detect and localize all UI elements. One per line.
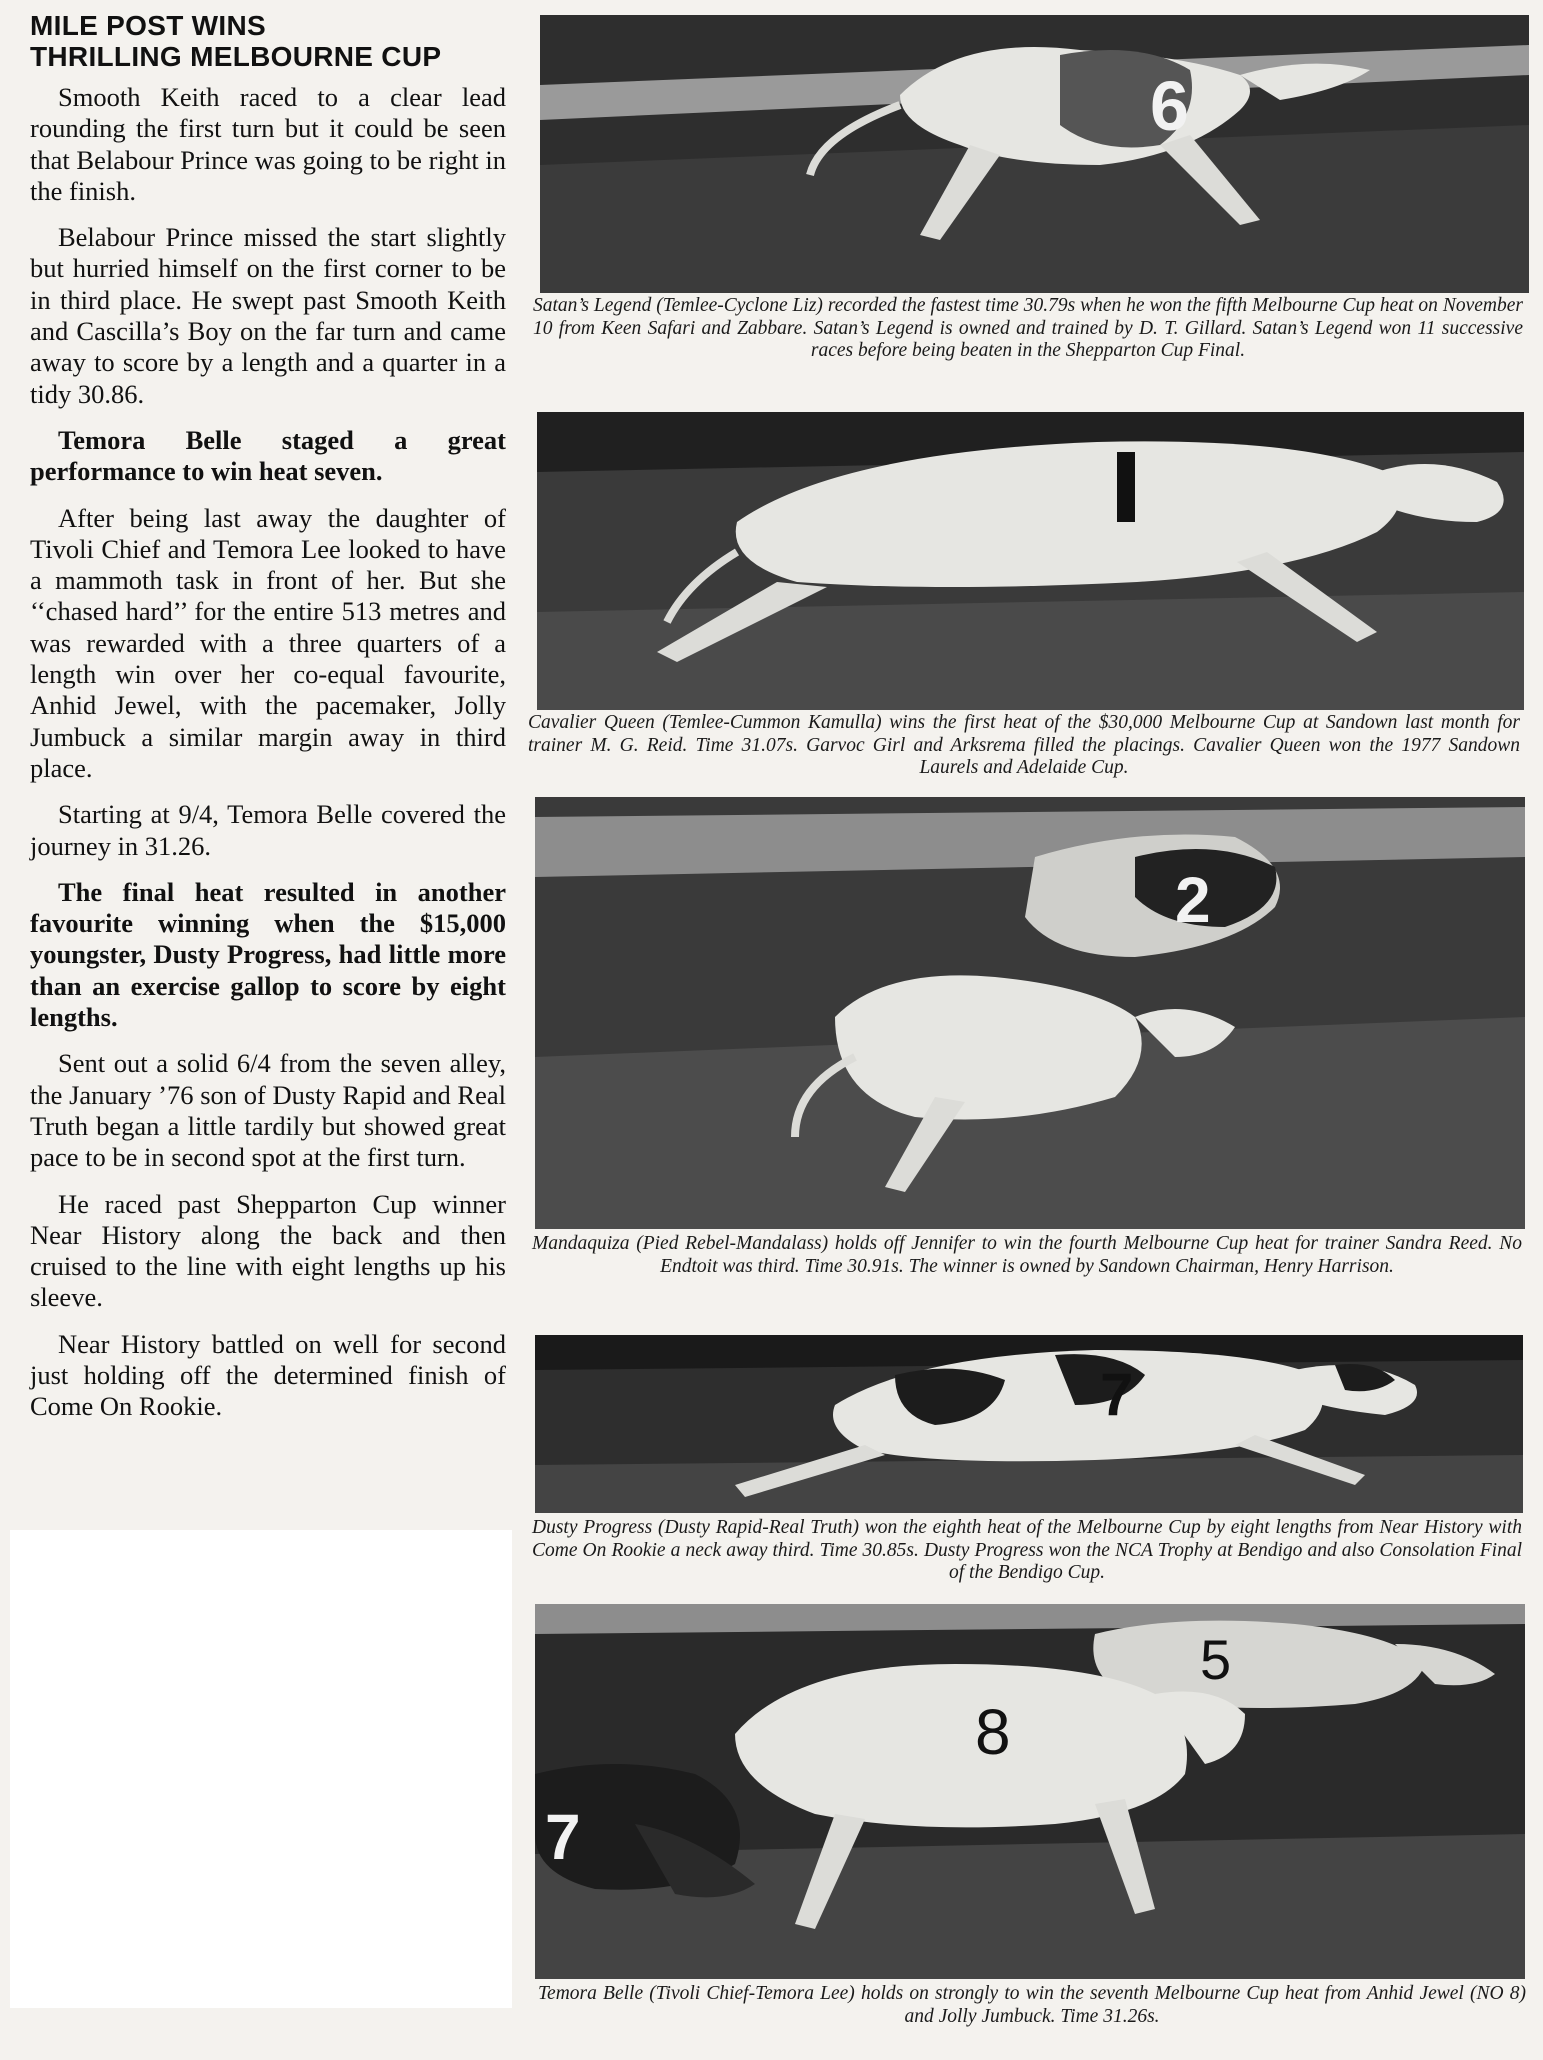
article-headline: [30, 10, 506, 72]
article-subhead: Temora Belle staged a great performance to win heat seven.: [30, 424, 506, 487]
headline-line-1: MILE POST WINS: [30, 10, 266, 41]
photo-caption: Satan’s Legend (Temlee-Cyclone Liz) recorded the fastest time 30.79s when he won the fifth Melbourne Cup heat on November 10 from Keen Safari and Zabbare. Satan’s Legend is owned and trained by D. T. Gillard. Satan’s Legend won 11 successive races before being beaten in the Shepparton Cup Final.: [533, 295, 1523, 361]
photo-caption: Cavalier Queen (Temlee-Cummon Kamulla) wins the first heat of the $30,000 Melbourne Cup at Sandown last month for trainer M. G. Reid. Time 31.07s. Garvoc Girl and Arksrema filled the placings. Cavalier Queen won the 1977 Sandown Laurels and Adelaide Cup.: [528, 712, 1520, 778]
article-column: [30, 10, 506, 1438]
greyhound-photo: [540, 15, 1529, 293]
photo-dusty-progress: [535, 1335, 1523, 1513]
photo-caption: Mandaquiza (Pied Rebel-Mandalass) holds off Jennifer to win the fourth Melbourne Cup heat for trainer Sandra Reed. No Endtoit was third. Time 30.91s. The winner is owned by Sandown Chairman, Henry Harrison.: [532, 1233, 1522, 1277]
blank-area: [10, 1530, 512, 2008]
photo-caption: Dusty Progress (Dusty Rapid-Real Truth) won the eighth heat of the Melbourne Cup by eight lengths from Near History with Come On Rookie a neck away third. Time 30.85s. Dusty Progress won the NCA Trophy at Bendigo and also Consolation Final of the Bendigo Cup.: [532, 1517, 1522, 1583]
headline-line-2: THRILLING MELBOURNE CUP: [30, 41, 442, 72]
photo-satans-legend: [540, 15, 1529, 293]
photo-caption: Temora Belle (Tivoli Chief-Temora Lee) holds on strongly to win the seventh Melbourne Cup heat from Anhid Jewel (NO 8) and Jolly Jumbuck. Time 31.26s.: [538, 1983, 1526, 2027]
article-paragraph: He raced past Shepparton Cup winner Near History along the back and then cruised to the line with eight lengths up his sleeve.: [30, 1188, 506, 1313]
article-paragraph: Near History battled on well for second just holding off the determined finish of Come On Rookie.: [30, 1328, 506, 1422]
greyhound-photo: [535, 797, 1525, 1229]
photo-temora-belle: [535, 1604, 1525, 1979]
photo-cavalier-queen: [537, 412, 1524, 710]
photo-mandaquiza: [535, 797, 1525, 1229]
article-paragraph: After being last away the daughter of Tivoli Chief and Temora Lee looked to have a mammoth task in front of her. But she ‘‘chased hard’’ for the entire 513 metres and was rewarded with a three quarters of a length win over her co-equal favourite, Anhid Jewel, with the pacemaker, Jolly Jumbuck a similar margin away in third place.: [30, 502, 506, 783]
rug-number: 2: [1175, 864, 1211, 936]
article-paragraph: Starting at 9/4, Temora Belle covered the journey in 31.26.: [30, 799, 506, 861]
rug-number: 7: [1100, 1361, 1134, 1428]
greyhound-photo: [535, 1604, 1525, 1979]
rug-number: 8: [975, 1696, 1011, 1768]
page-footer-strip: [30, 2030, 1530, 2060]
rug-number: 5: [1200, 1628, 1232, 1691]
rug-number: 7: [545, 1801, 581, 1873]
article-paragraph: Sent out a solid 6/4 from the seven alley, the January ’76 son of Dusty Rapid and Real Truth began a little tardily but showed great pace to be in second spot at the first turn.: [30, 1048, 506, 1173]
greyhound-photo: [535, 1335, 1523, 1513]
greyhound-photo: [537, 412, 1524, 710]
article-subhead: The final heat resulted in another favourite winning when the $15,000 youngster, Dusty Progress, had little more than an exercise gallop to score by eight lengths.: [30, 876, 506, 1033]
article-paragraph: Smooth Keith raced to a clear lead rounding the first turn but it could be seen that Belabour Prince was going to be right in the finish.: [30, 82, 506, 206]
rug-number: 6: [1150, 67, 1189, 145]
article-paragraph: Belabour Prince missed the start slightly but hurried himself on the first corner to be in third place. He swept past Smooth Keith and Cascilla’s Boy on the far turn and came away to score by a length and a quarter in a tidy 30.86.: [30, 222, 506, 409]
